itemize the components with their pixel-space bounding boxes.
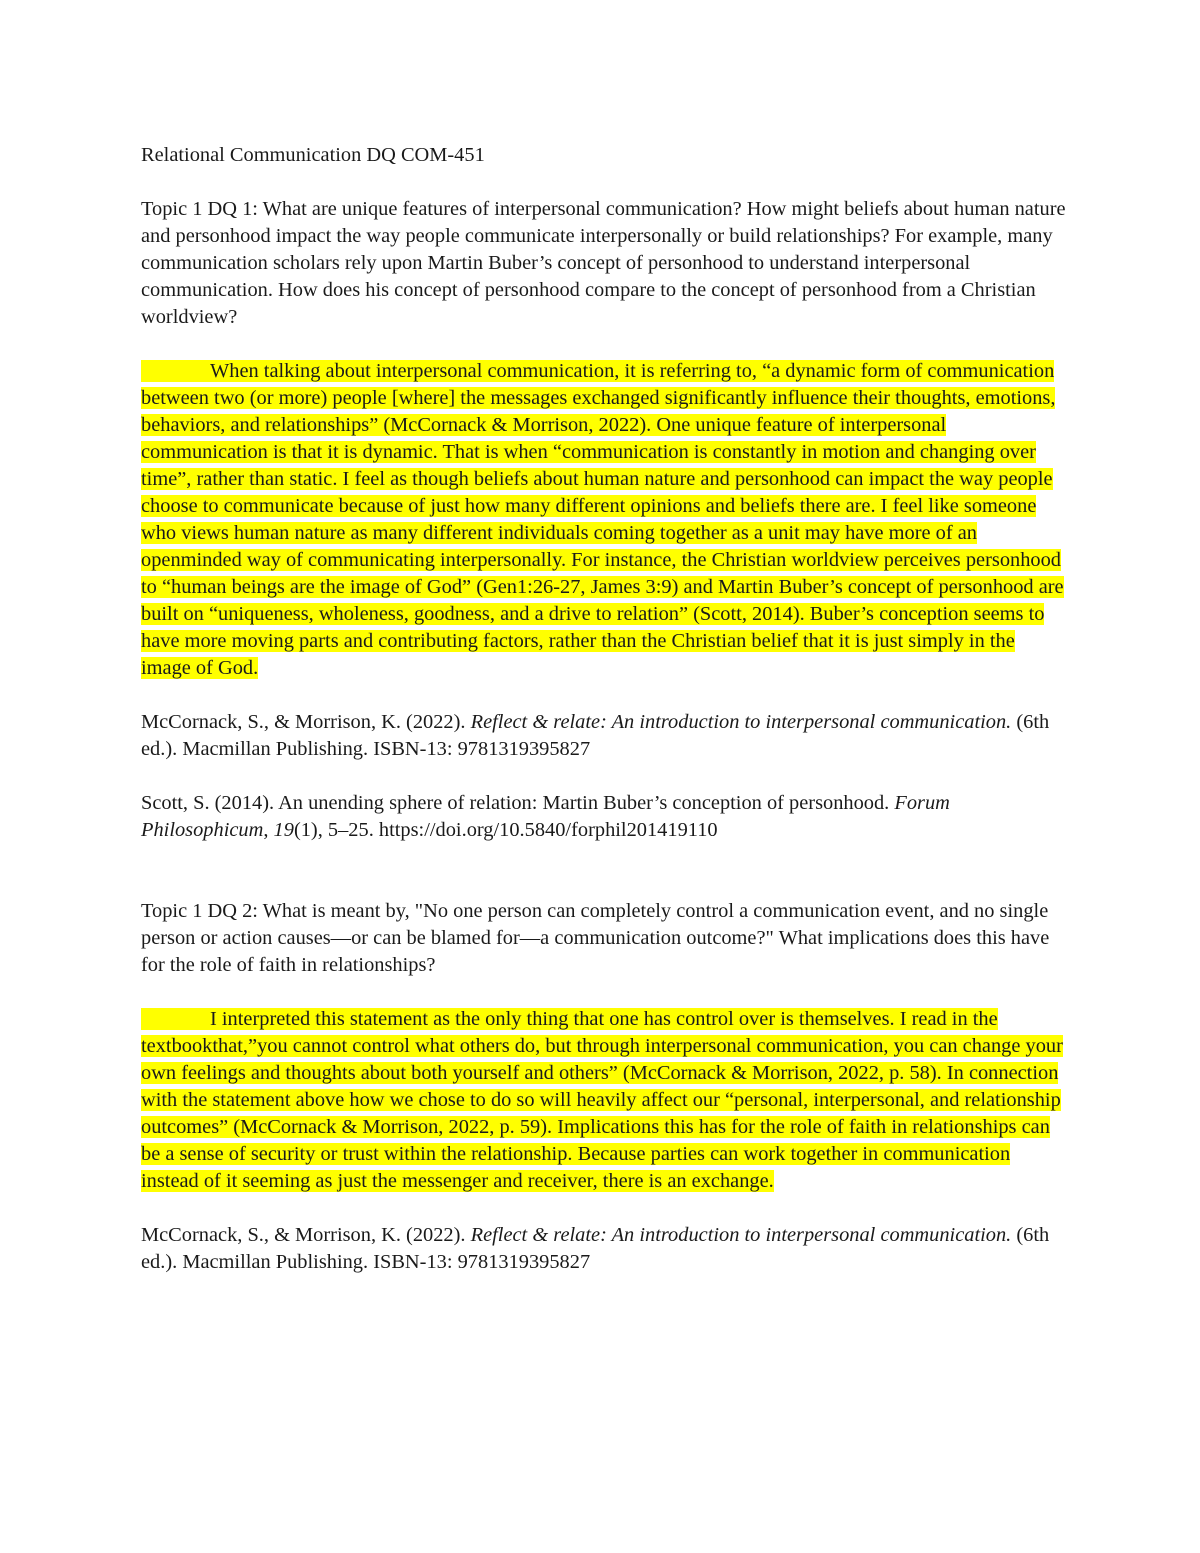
dq2-answer — [141, 1006, 1066, 1195]
ref-volume: 19 — [273, 819, 294, 841]
dq2-answer-rest: textbookthat,”you cannot control what others do, but through interpersonal communication, you can change your own feelings and thoughts about both yourself and others” (McCornack & Morrison, 2022, p. 58). In connection with the statement above how we chose to do so will heavily affect our “personal, interpersonal, and relationship outcomes” (McCornack & Morrison, 2022, p. 59). Implications this has for the role of faith in relationships can be a sense of security or trust within the relationship. Because parties can work together in communication instead of it seeming as just the messenger and receiver, there is an exchange. — [141, 1035, 1063, 1192]
ref-lead: Scott, S. (2014). An unending sphere of relation: Martin Buber’s conception of personhood. — [141, 792, 895, 814]
dq1-question: Topic 1 DQ 1: What are unique features of interpersonal communication? How might beliefs about human nature and personhood impact the way people communicate interpersonally or build relationships? For example, many communication scholars rely upon Martin Buber’s concept of personhood to understand interpersonal communication. How does his concept of personhood compare to the concept of personhood from a Christian worldview? — [141, 198, 1066, 328]
ref-tail: (6th ed.). Macmillan Publishing. ISBN-13: 9781319395827 — [141, 711, 1050, 760]
spacer — [141, 871, 1066, 898]
ref-journal: Forum Philosophicum — [141, 792, 950, 841]
dq1-answer-highlight — [141, 360, 1064, 679]
dq2-answer-line1: I interpreted this statement as the only thing that one has control over is themselves. I read in the — [210, 1008, 998, 1030]
dq2-reference-mccornack — [141, 1222, 1066, 1276]
dq2-question: Topic 1 DQ 2: What is meant by, "No one person can completely control a communication event, and no single person or action causes—or can be blamed for—a communication outcome?" What implications does this have for the role of faith in relationships? — [141, 900, 1050, 976]
dq2-answer-highlight — [141, 1008, 1063, 1192]
ref-lead: McCornack, S., & Morrison, K. (2022). — [141, 711, 471, 733]
ref-lead: McCornack, S., & Morrison, K. (2022). — [141, 1224, 471, 1246]
document-title: Relational Communication DQ COM-451 — [141, 144, 485, 166]
dq1-reference-scott — [141, 790, 1066, 844]
ref-tail: (1), 5–25. https://doi.org/10.5840/forphil201419110 — [293, 819, 718, 841]
dq1-answer-text: When talking about interpersonal communication, it is referring to, “a dynamic form of communication between two (or more) people [where] the messages exchanged significantly influence their thoughts, emotions, behaviors, and relationships” (McCornack & Morrison, 2022). One unique feature of interpersonal communication is that it is dynamic. That is when “communication is constantly in motion and changing over time”, rather than static. I feel as though beliefs about human nature and personhood can impact the way people choose to communicate because of just how many different opinions and beliefs there are. I feel like someone who views human nature as many different individuals coming together as a unit may have more of an openminded way of communicating interpersonally. For instance, the Christian worldview perceives personhood to “human beings are the image of God” (Gen1:26-27, James 3:9) and Martin Buber’s concept of personhood are built on “uniqueness, wholeness, goodness, and a drive to relation” (Scott, 2014). Buber’s conception seems to have more moving parts and contributing factors, rather than the Christian belief that it is just simply in the image of God. — [141, 360, 1064, 679]
ref-sep: , — [263, 819, 274, 841]
ref-tail: (6th ed.). Macmillan Publishing. ISBN-13: 9781319395827 — [141, 1224, 1050, 1273]
ref-title: Reflect & relate: An introduction to interpersonal communication. — [470, 711, 1012, 733]
dq1-reference-mccornack — [141, 709, 1066, 763]
ref-title: Reflect & relate: An introduction to interpersonal communication. — [470, 1224, 1012, 1246]
dq1-answer — [141, 358, 1066, 682]
document-page — [141, 142, 1066, 1303]
